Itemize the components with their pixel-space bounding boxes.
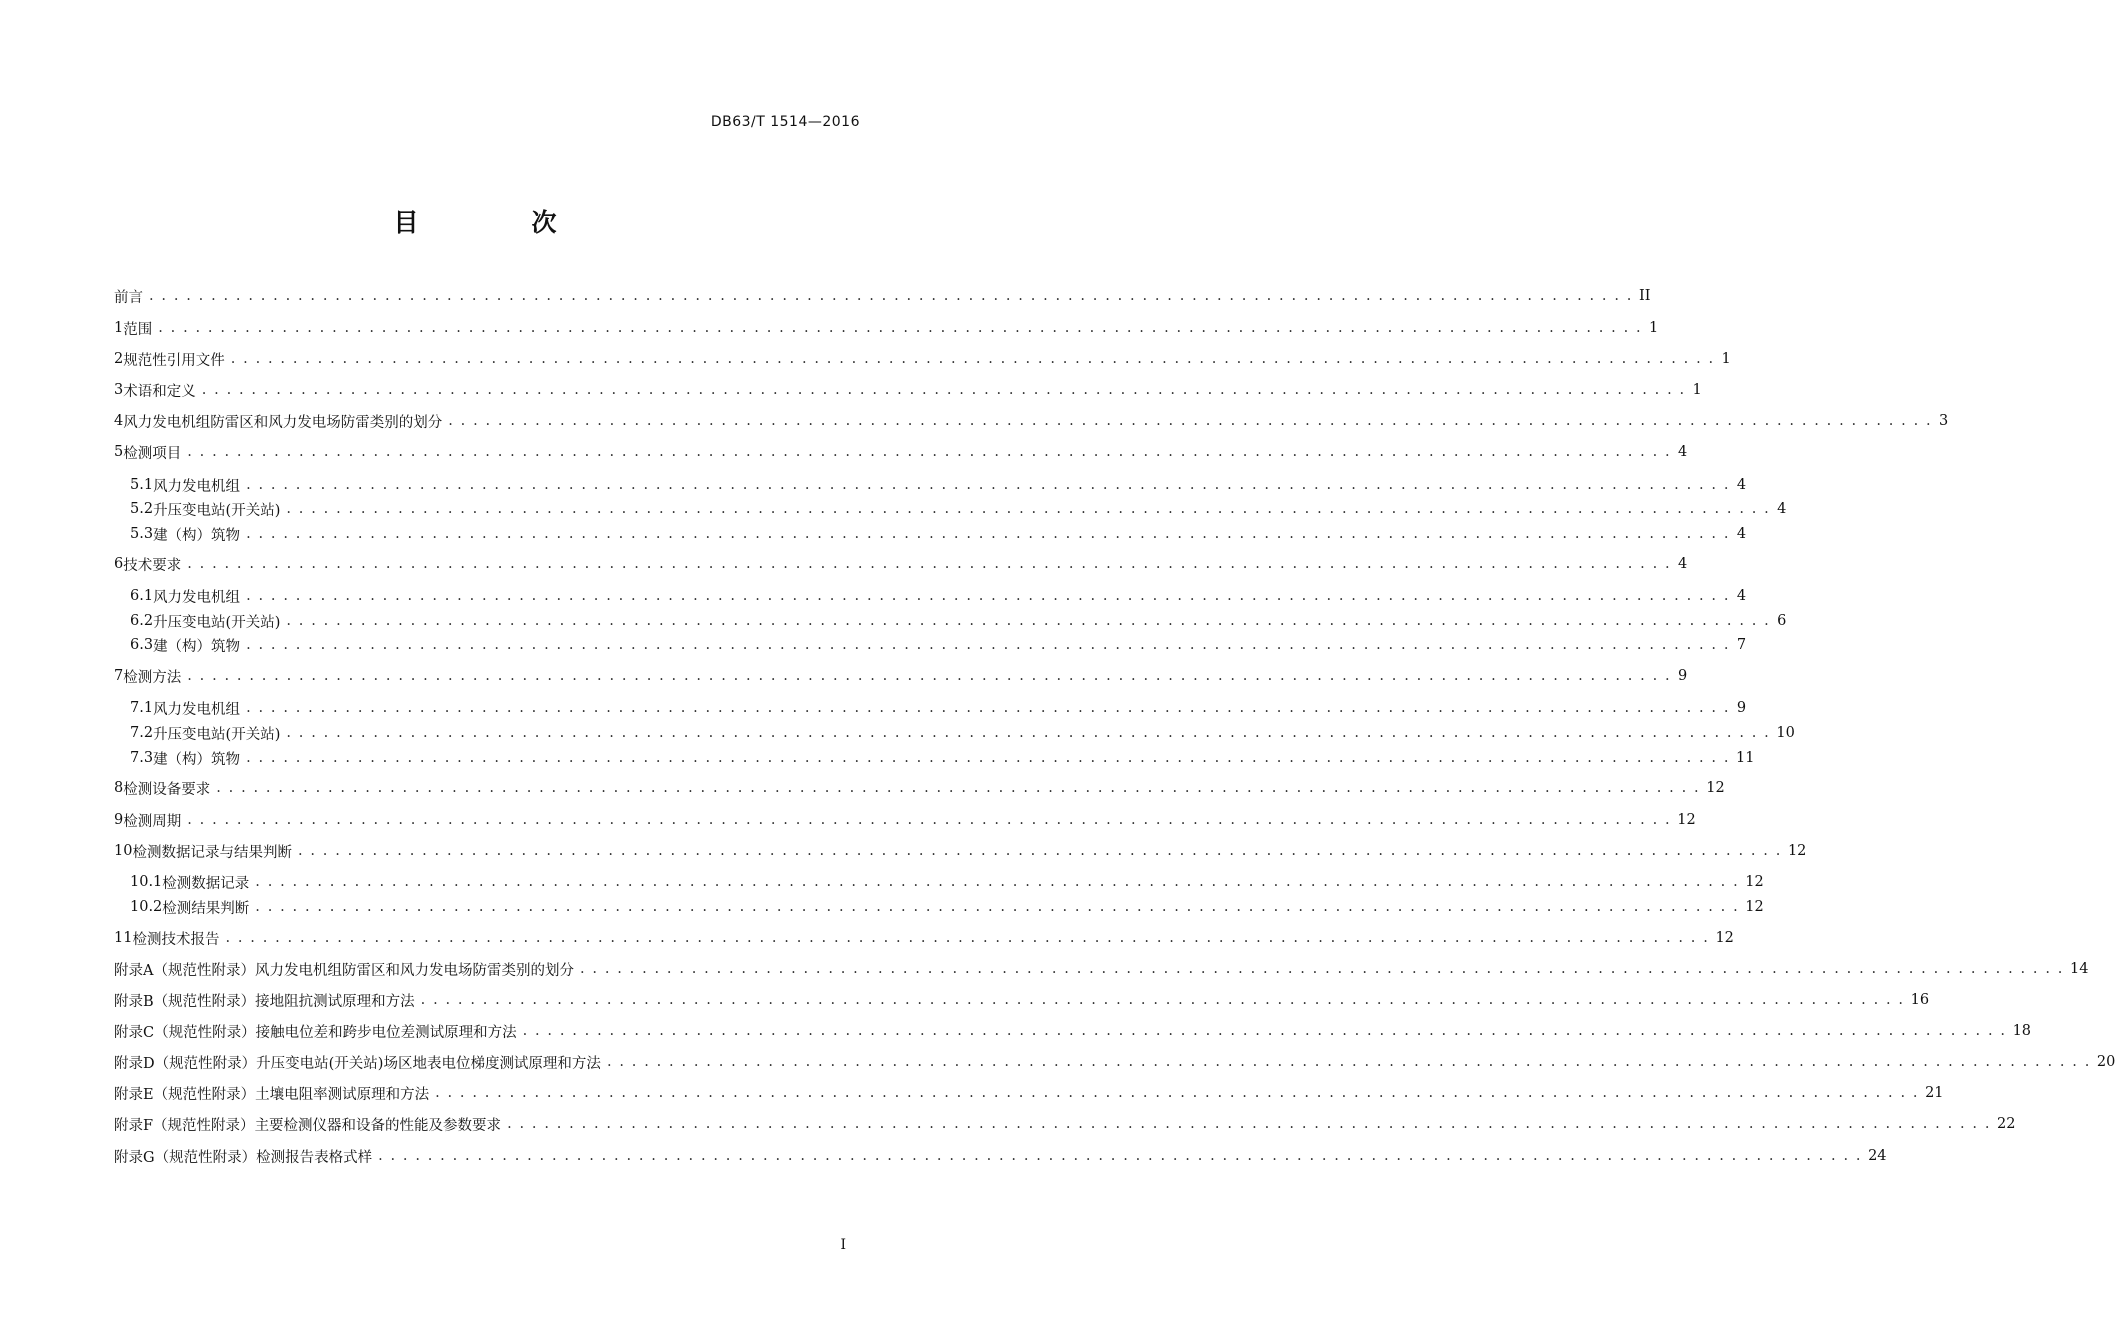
toc-entry-page: 1 <box>1648 320 1659 336</box>
toc-leader-dots: . . . . . . . . . . . . . . . . . . . . . . . . . . . . . . . . . . . . . . . . . . . . . . . . . . . . . . . . . . . . . . . . . . . . . . . . . . . . . . . . . . . . . . . . . . . . . . . . . . . . . . . . . . . . . . . . . . . . . . . . <box>579 961 2064 977</box>
toc-entry-title: 风力发电机组 <box>153 478 241 495</box>
toc-entry-title: 风力发电机组 <box>153 589 241 606</box>
toc-entry[interactable] <box>114 440 1688 464</box>
toc-entry-number: 附录C（规范性附录） <box>114 1024 256 1041</box>
toc-entry-title: 升压变电站(开关站)场区地表电位梯度测试原理和方法 <box>256 1055 601 1072</box>
toc-entry-number: 附录A（规范性附录） <box>114 962 255 979</box>
toc-entry-title: 升压变电站(开关站) <box>153 614 281 631</box>
toc-entry-number: 附录F（规范性附录） <box>114 1117 255 1134</box>
toc-entry-title: 风力发电机组 <box>153 701 241 718</box>
toc-entry-page: 4 <box>1736 526 1747 542</box>
toc-entry-number: 5.3 <box>130 526 154 542</box>
toc-entry-title: 前言 <box>114 289 143 306</box>
toc-entry-number: 1 <box>114 320 124 336</box>
toc-entry-page: 20 <box>2096 1054 2115 1070</box>
toc-entry[interactable] <box>130 696 1747 720</box>
toc-leader-dots: . . . . . . . . . . . . . . . . . . . . . . . . . . . . . . . . . . . . . . . . . . . . . . . . . . . . . . . . . . . . . . . . . . . . . . . . . . . . . . . . . . . . . . . . . . . . . . . . . . . . . . . . . . . . . . . . . . . . . . . . <box>448 413 1933 429</box>
toc-entry[interactable] <box>114 1050 2115 1074</box>
toc-entry[interactable] <box>114 552 1688 576</box>
toc-entry-title: 规范性引用文件 <box>123 352 225 369</box>
toc-entry-title: 接地阻抗测试原理和方法 <box>255 993 415 1010</box>
toc-entry[interactable] <box>114 284 1651 308</box>
toc-entry-page: 4 <box>1777 501 1787 517</box>
toc-leader-dots: . . . . . . . . . . . . . . . . . . . . . . . . . . . . . . . . . . . . . . . . . . . . . . . . . . . . . . . . . . . . . . . . . . . . . . . . . . . . . . . . . . . . . . . . . . . . . . . . . . . . . . . . . . . . . . . . . . . . . . . . <box>225 930 1710 946</box>
toc-leader-dots: . . . . . . . . . . . . . . . . . . . . . . . . . . . . . . . . . . . . . . . . . . . . . . . . . . . . . . . . . . . . . . . . . . . . . . . . . . . . . . . . . . . . . . . . . . . . . . . . . . . . . . . . . . . . . . . . . . . . . . . . <box>246 477 1731 493</box>
toc-entry-number: 7.1 <box>130 700 154 716</box>
toc-entry[interactable] <box>130 497 1787 521</box>
toc-leader-dots: . . . . . . . . . . . . . . . . . . . . . . . . . . . . . . . . . . . . . . . . . . . . . . . . . . . . . . . . . . . . . . . . . . . . . . . . . . . . . . . . . . . . . . . . . . . . . . . . . . . . . . . . . . . . . . . . . . . . . . . . <box>187 556 1672 572</box>
toc-leader-dots: . . . . . . . . . . . . . . . . . . . . . . . . . . . . . . . . . . . . . . . . . . . . . . . . . . . . . . . . . . . . . . . . . . . . . . . . . . . . . . . . . . . . . . . . . . . . . . . . . . . . . . . . . . . . . . . . . . . . . . . . <box>378 1148 1863 1164</box>
toc-entry-page: II <box>1638 288 1651 304</box>
toc-entry-title: 建（构）筑物 <box>153 751 241 768</box>
toc-entry-number: 10.1 <box>130 874 163 890</box>
toc-entry-page: 12 <box>1787 843 1807 859</box>
toc-entry-page: 24 <box>1868 1148 1887 1164</box>
toc-entry-number: 6 <box>114 556 124 572</box>
toc-entry-page: 4 <box>1677 444 1688 460</box>
toc-leader-dots: . . . . . . . . . . . . . . . . . . . . . . . . . . . . . . . . . . . . . . . . . . . . . . . . . . . . . . . . . . . . . . . . . . . . . . . . . . . . . . . . . . . . . . . . . . . . . . . . . . . . . . . . . . . . . . . . . . . . . . . . <box>246 588 1731 604</box>
toc-leader-dots: . . . . . . . . . . . . . . . . . . . . . . . . . . . . . . . . . . . . . . . . . . . . . . . . . . . . . . . . . . . . . . . . . . . . . . . . . . . . . . . . . . . . . . . . . . . . . . . . . . . . . . . . . . . . . . . . . . . . . . . . <box>246 637 1731 653</box>
toc-entry-page: 12 <box>1745 899 1764 915</box>
toc-entry-number: 6.2 <box>130 613 154 629</box>
toc-entry-number: 10.2 <box>130 899 163 915</box>
toc-entry-number: 7 <box>114 668 124 684</box>
toc-entry[interactable] <box>114 988 1930 1012</box>
toc-entry[interactable] <box>114 316 1659 340</box>
toc-entry-page: 12 <box>1715 930 1734 946</box>
toc-entry-number: 附录E（规范性附录） <box>114 1086 256 1103</box>
toc-entry-number: 11 <box>114 930 133 946</box>
toc-entry-number: 附录D（规范性附录） <box>114 1055 257 1072</box>
toc-leader-dots: . . . . . . . . . . . . . . . . . . . . . . . . . . . . . . . . . . . . . . . . . . . . . . . . . . . . . . . . . . . . . . . . . . . . . . . . . . . . . . . . . . . . . . . . . . . . . . . . . . . . . . . . . . . . . . . . . . . . . . . . <box>286 501 1771 517</box>
toc-entry-page: 4 <box>1736 477 1747 493</box>
toc-entry-number: 附录B（规范性附录） <box>114 993 256 1010</box>
toc-entry[interactable] <box>114 776 1725 800</box>
toc-leader-dots: . . . . . . . . . . . . . . . . . . . . . . . . . . . . . . . . . . . . . . . . . . . . . . . . . . . . . . . . . . . . . . . . . . . . . . . . . . . . . . . . . . . . . . . . . . . . . . . . . . . . . . . . . . . . . . . . . . . . . . . . <box>158 320 1643 336</box>
toc-entry-page: 4 <box>1736 588 1747 604</box>
toc-entry-page: 12 <box>1745 874 1764 890</box>
toc-entry-title: 检测结果判断 <box>162 900 250 917</box>
toc-entry-title: 检测技术报告 <box>132 931 220 948</box>
toc-leader-dots: . . . . . . . . . . . . . . . . . . . . . . . . . . . . . . . . . . . . . . . . . . . . . . . . . . . . . . . . . . . . . . . . . . . . . . . . . . . . . . . . . . . . . . . . . . . . . . . . . . . . . . . . . . . . . . . . . . . . . . . . <box>187 812 1672 828</box>
toc-entry[interactable] <box>114 957 2089 981</box>
toc-leader-dots: . . . . . . . . . . . . . . . . . . . . . . . . . . . . . . . . . . . . . . . . . . . . . . . . . . . . . . . . . . . . . . . . . . . . . . . . . . . . . . . . . . . . . . . . . . . . . . . . . . . . . . . . . . . . . . . . . . . . . . . . <box>187 444 1672 460</box>
toc-leader-dots: . . . . . . . . . . . . . . . . . . . . . . . . . . . . . . . . . . . . . . . . . . . . . . . . . . . . . . . . . . . . . . . . . . . . . . . . . . . . . . . . . . . . . . . . . . . . . . . . . . . . . . . . . . . . . . . . . . . . . . . . <box>246 700 1731 716</box>
toc-entry-title: 升压变电站(开关站) <box>153 726 281 743</box>
toc-entry[interactable] <box>114 1019 2032 1043</box>
toc-entry[interactable] <box>130 584 1747 608</box>
toc-entry-title: 检测数据记录与结果判断 <box>132 844 292 861</box>
toc-entry-page: 6 <box>1777 613 1787 629</box>
toc-entry[interactable] <box>130 746 1755 770</box>
toc-entry[interactable] <box>114 1144 1887 1168</box>
toc-entry[interactable] <box>130 522 1747 546</box>
toc-entry[interactable] <box>130 633 1747 657</box>
toc-entry-number: 附录G（规范性附录） <box>114 1149 257 1166</box>
standard-code: DB63/T 1514—2016 <box>710 114 860 130</box>
page-title: 目 次 <box>393 208 601 237</box>
toc-entry[interactable] <box>114 1081 1944 1105</box>
toc-entry-number: 9 <box>114 812 124 828</box>
toc-entry-page: 3 <box>1938 413 1949 429</box>
toc-entry-title: 术语和定义 <box>123 383 196 400</box>
toc-entry-title: 检测周期 <box>123 813 182 830</box>
toc-entry[interactable] <box>130 721 1795 745</box>
toc-leader-dots: . . . . . . . . . . . . . . . . . . . . . . . . . . . . . . . . . . . . . . . . . . . . . . . . . . . . . . . . . . . . . . . . . . . . . . . . . . . . . . . . . . . . . . . . . . . . . . . . . . . . . . . . . . . . . . . . . . . . . . . . <box>435 1085 1920 1101</box>
toc-entry-page: 21 <box>1925 1085 1944 1101</box>
toc-leader-dots: . . . . . . . . . . . . . . . . . . . . . . . . . . . . . . . . . . . . . . . . . . . . . . . . . . . . . . . . . . . . . . . . . . . . . . . . . . . . . . . . . . . . . . . . . . . . . . . . . . . . . . . . . . . . . . . . . . . . . . . . <box>297 843 1782 859</box>
toc-entry-number: 6.1 <box>130 588 154 604</box>
toc-entry[interactable] <box>130 895 1764 919</box>
toc-entry-number: 10 <box>114 843 133 859</box>
toc-leader-dots: . . . . . . . . . . . . . . . . . . . . . . . . . . . . . . . . . . . . . . . . . . . . . . . . . . . . . . . . . . . . . . . . . . . . . . . . . . . . . . . . . . . . . . . . . . . . . . . . . . . . . . . . . . . . . . . . . . . . . . . . <box>286 613 1771 629</box>
toc-leader-dots: . . . . . . . . . . . . . . . . . . . . . . . . . . . . . . . . . . . . . . . . . . . . . . . . . . . . . . . . . . . . . . . . . . . . . . . . . . . . . . . . . . . . . . . . . . . . . . . . . . . . . . . . . . . . . . . . . . . . . . . . <box>187 668 1672 684</box>
toc-entry[interactable] <box>130 870 1764 894</box>
toc-entry-number: 2 <box>114 351 124 367</box>
toc-entry-title: 风力发电机组防雷区和风力发电场防雷类别的划分 <box>123 414 443 431</box>
toc-entry-title: 土壤电阻率测试原理和方法 <box>255 1086 430 1103</box>
toc-entry-page: 12 <box>1706 780 1725 796</box>
toc-leader-dots: . . . . . . . . . . . . . . . . . . . . . . . . . . . . . . . . . . . . . . . . . . . . . . . . . . . . . . . . . . . . . . . . . . . . . . . . . . . . . . . . . . . . . . . . . . . . . . . . . . . . . . . . . . . . . . . . . . . . . . . . <box>246 526 1731 542</box>
toc-entry[interactable] <box>114 839 1807 863</box>
toc-leader-dots: . . . . . . . . . . . . . . . . . . . . . . . . . . . . . . . . . . . . . . . . . . . . . . . . . . . . . . . . . . . . . . . . . . . . . . . . . . . . . . . . . . . . . . . . . . . . . . . . . . . . . . . . . . . . . . . . . . . . . . . . <box>420 992 1905 1008</box>
toc-entry-page: 7 <box>1736 637 1747 653</box>
toc-leader-dots: . . . . . . . . . . . . . . . . . . . . . . . . . . . . . . . . . . . . . . . . . . . . . . . . . . . . . . . . . . . . . . . . . . . . . . . . . . . . . . . . . . . . . . . . . . . . . . . . . . . . . . . . . . . . . . . . . . . . . . . . <box>230 351 1715 367</box>
toc-leader-dots: . . . . . . . . . . . . . . . . . . . . . . . . . . . . . . . . . . . . . . . . . . . . . . . . . . . . . . . . . . . . . . . . . . . . . . . . . . . . . . . . . . . . . . . . . . . . . . . . . . . . . . . . . . . . . . . . . . . . . . . . <box>507 1116 1992 1132</box>
toc-leader-dots: . . . . . . . . . . . . . . . . . . . . . . . . . . . . . . . . . . . . . . . . . . . . . . . . . . . . . . . . . . . . . . . . . . . . . . . . . . . . . . . . . . . . . . . . . . . . . . . . . . . . . . . . . . . . . . . . . . . . . . . . <box>216 780 1701 796</box>
toc-entry-page: 9 <box>1677 668 1688 684</box>
toc-entry-number: 5 <box>114 444 124 460</box>
toc-entry-page: 1 <box>1692 382 1702 398</box>
toc-entry-page: 9 <box>1736 700 1747 716</box>
toc-entry-title: 主要检测仪器和设备的性能及参数要求 <box>254 1117 502 1134</box>
toc-entry-number: 5.2 <box>130 501 154 517</box>
toc-entry-title: 检测报告表格式样 <box>256 1149 373 1166</box>
toc-entry-title: 接触电位差和跨步电位差测试原理和方法 <box>255 1024 517 1041</box>
toc-entry-title: 建（构）筑物 <box>153 527 241 544</box>
toc-entry-title: 技术要求 <box>123 557 182 574</box>
toc-entry-page: 16 <box>1910 992 1930 1008</box>
toc-entry[interactable] <box>114 808 1696 832</box>
toc-entry-page: 4 <box>1677 556 1688 572</box>
toc-leader-dots: . . . . . . . . . . . . . . . . . . . . . . . . . . . . . . . . . . . . . . . . . . . . . . . . . . . . . . . . . . . . . . . . . . . . . . . . . . . . . . . . . . . . . . . . . . . . . . . . . . . . . . . . . . . . . . . . . . . . . . . . <box>522 1023 2007 1039</box>
toc-leader-dots: . . . . . . . . . . . . . . . . . . . . . . . . . . . . . . . . . . . . . . . . . . . . . . . . . . . . . . . . . . . . . . . . . . . . . . . . . . . . . . . . . . . . . . . . . . . . . . . . . . . . . . . . . . . . . . . . . . . . . . . . <box>255 899 1740 915</box>
toc-entry-title: 升压变电站(开关站) <box>153 502 281 519</box>
toc-entry[interactable] <box>114 926 1734 950</box>
toc-entry[interactable] <box>130 473 1747 497</box>
toc-entry-title: 风力发电机组防雷区和风力发电场防雷类别的划分 <box>254 962 574 979</box>
toc-entry-number: 6.3 <box>130 637 154 653</box>
toc-entry[interactable] <box>114 1112 2016 1136</box>
toc-leader-dots: . . . . . . . . . . . . . . . . . . . . . . . . . . . . . . . . . . . . . . . . . . . . . . . . . . . . . . . . . . . . . . . . . . . . . . . . . . . . . . . . . . . . . . . . . . . . . . . . . . . . . . . . . . . . . . . . . . . . . . . . <box>149 288 1633 304</box>
toc-entry-number: 4 <box>114 413 124 429</box>
toc-leader-dots: . . . . . . . . . . . . . . . . . . . . . . . . . . . . . . . . . . . . . . . . . . . . . . . . . . . . . . . . . . . . . . . . . . . . . . . . . . . . . . . . . . . . . . . . . . . . . . . . . . . . . . . . . . . . . . . . . . . . . . . . <box>286 725 1771 741</box>
toc-entry-number: 7.3 <box>130 750 154 766</box>
toc-leader-dots: . . . . . . . . . . . . . . . . . . . . . . . . . . . . . . . . . . . . . . . . . . . . . . . . . . . . . . . . . . . . . . . . . . . . . . . . . . . . . . . . . . . . . . . . . . . . . . . . . . . . . . . . . . . . . . . . . . . . . . . . <box>606 1054 2091 1070</box>
toc-entry[interactable] <box>114 347 1731 371</box>
toc-leader-dots: . . . . . . . . . . . . . . . . . . . . . . . . . . . . . . . . . . . . . . . . . . . . . . . . . . . . . . . . . . . . . . . . . . . . . . . . . . . . . . . . . . . . . . . . . . . . . . . . . . . . . . . . . . . . . . . . . . . . . . . . <box>246 750 1731 766</box>
toc-leader-dots: . . . . . . . . . . . . . . . . . . . . . . . . . . . . . . . . . . . . . . . . . . . . . . . . . . . . . . . . . . . . . . . . . . . . . . . . . . . . . . . . . . . . . . . . . . . . . . . . . . . . . . . . . . . . . . . . . . . . . . . . <box>255 874 1740 890</box>
toc-entry-number: 3 <box>114 382 124 398</box>
toc-entry-title: 建（构）筑物 <box>153 638 241 655</box>
toc-entry[interactable] <box>114 664 1688 688</box>
toc-leader-dots: . . . . . . . . . . . . . . . . . . . . . . . . . . . . . . . . . . . . . . . . . . . . . . . . . . . . . . . . . . . . . . . . . . . . . . . . . . . . . . . . . . . . . . . . . . . . . . . . . . . . . . . . . . . . . . . . . . . . . . . . <box>201 382 1686 398</box>
toc-entry-page: 1 <box>1721 351 1731 367</box>
toc-entry-page: 18 <box>2012 1023 2032 1039</box>
toc-entry-number: 8 <box>114 780 124 796</box>
toc-entry[interactable] <box>130 609 1787 633</box>
toc-entry-page: 12 <box>1677 812 1696 828</box>
toc-entry-page: 22 <box>1997 1116 2016 1132</box>
toc-entry-page: 11 <box>1736 750 1755 766</box>
toc-entry[interactable] <box>114 378 1702 402</box>
toc-entry-title: 检测项目 <box>123 445 182 462</box>
toc-entry-title: 检测数据记录 <box>162 875 250 892</box>
toc-entry-page: 10 <box>1776 725 1795 741</box>
toc-entry-title: 检测设备要求 <box>123 781 211 798</box>
toc-entry-number: 7.2 <box>130 725 154 741</box>
toc-entry-title: 检测方法 <box>123 669 182 686</box>
toc-entry-page: 14 <box>2069 961 2089 977</box>
toc-entry-number: 5.1 <box>130 477 154 493</box>
toc-entry[interactable] <box>114 409 1949 433</box>
page-number: I <box>840 1237 846 1253</box>
toc-entry-title: 范围 <box>123 321 153 338</box>
